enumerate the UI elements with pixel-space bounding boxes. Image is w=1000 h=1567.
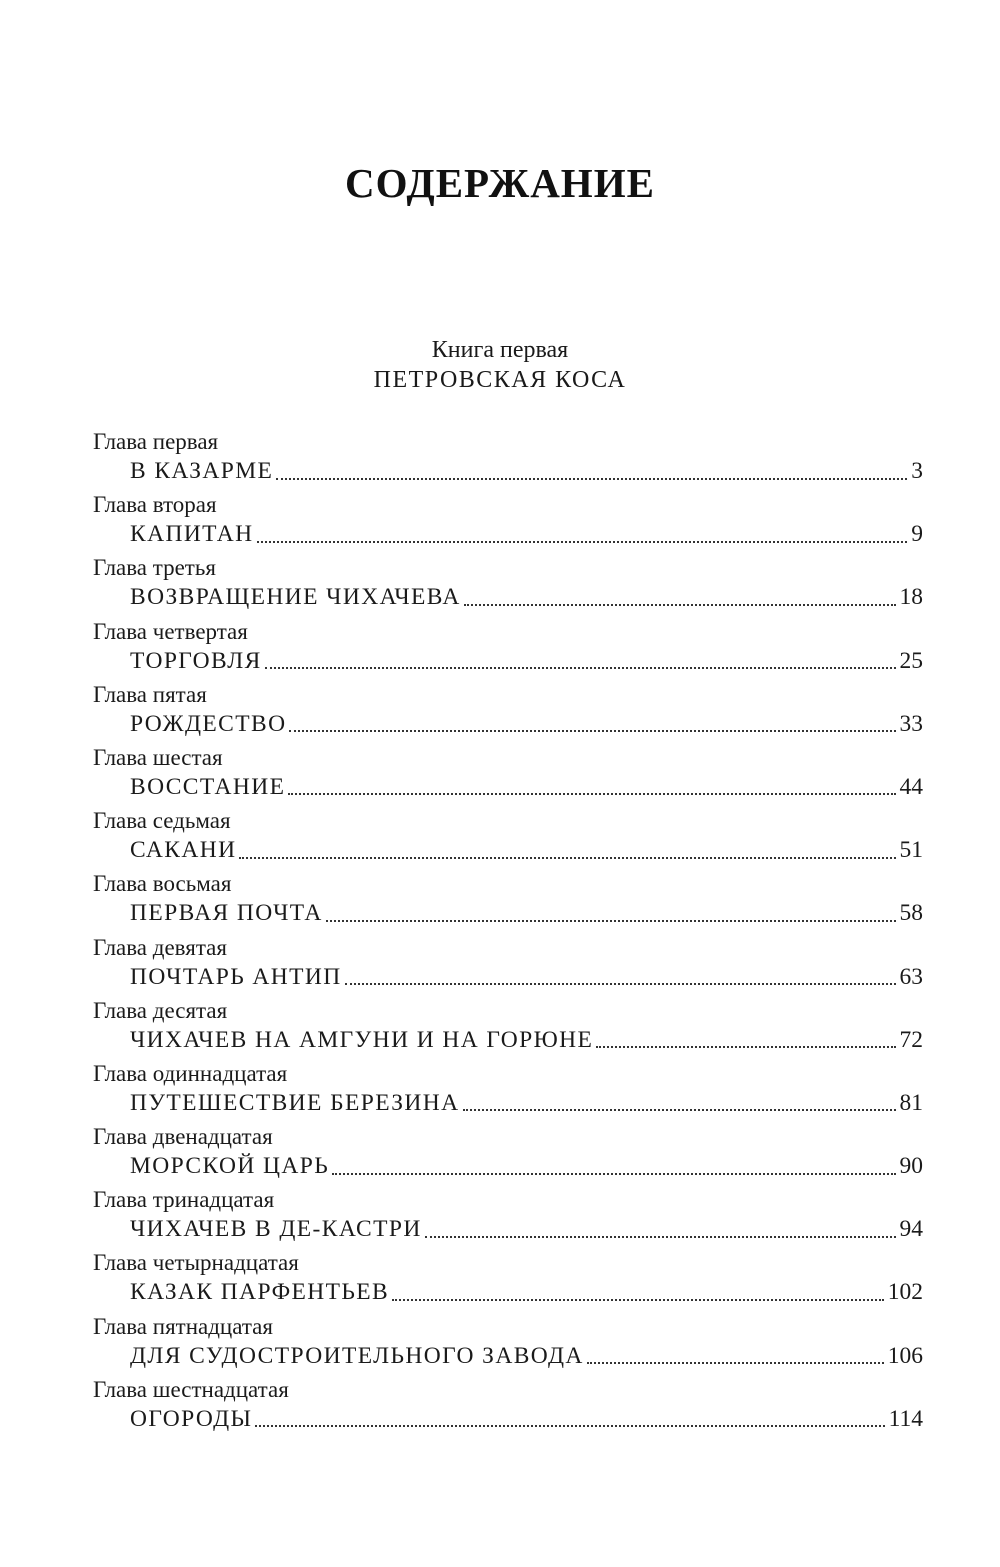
dot-leader <box>289 730 895 732</box>
toc-entry <box>93 872 923 935</box>
toc-entry <box>93 1251 923 1314</box>
chapter-number-label: Глава одиннадцатая <box>93 1060 288 1086</box>
toc-entry <box>93 1378 923 1441</box>
chapter-number-label: Глава седьмая <box>93 808 231 834</box>
chapter-row <box>130 773 923 800</box>
toc-entry <box>93 746 923 809</box>
chapter-row <box>130 963 923 990</box>
dot-leader <box>392 1299 884 1301</box>
chapter-title: ПОЧТАРЬ АНТИП <box>130 963 342 990</box>
dot-leader <box>257 541 908 543</box>
chapter-title: ВОЗВРАЩЕНИЕ ЧИХАЧЕВА <box>130 584 461 611</box>
chapter-title: ПЕРВАЯ ПОЧТА <box>130 900 323 927</box>
chapter-title: ВОССТАНИЕ <box>130 773 286 800</box>
chapter-number-label: Глава десятая <box>93 997 228 1023</box>
chapter-number-label: Глава пятнадцатая <box>93 1313 273 1339</box>
chapter-row <box>130 1342 923 1369</box>
chapter-title: ЧИХАЧЕВ В ДЕ-КАСТРИ <box>130 1216 422 1243</box>
chapter-row <box>130 460 923 484</box>
dot-leader <box>587 1362 884 1364</box>
book-label: Книга первая <box>431 337 569 363</box>
toc-entry <box>93 556 923 619</box>
chapter-number-label: Глава шестнадцатая <box>93 1376 289 1402</box>
chapter-number-label: Глава восьмая <box>93 871 232 897</box>
toc-entry <box>93 1315 923 1378</box>
toc-entry <box>93 1062 923 1125</box>
chapter-title: ОГОРОДЫ <box>130 1405 253 1432</box>
page-number: 33 <box>899 710 923 737</box>
chapter-row <box>130 1281 923 1305</box>
page-number: 114 <box>888 1405 923 1432</box>
toc-entry <box>93 1188 923 1251</box>
chapter-number-label: Глава тринадцатая <box>93 1187 275 1213</box>
chapter-title: РОЖДЕСТВО <box>130 710 287 737</box>
table-of-contents <box>93 430 923 1441</box>
chapter-title: В КАЗАРМЕ <box>130 458 274 484</box>
chapter-row <box>130 1155 923 1179</box>
page-number: 94 <box>899 1216 923 1243</box>
chapter-row <box>130 710 923 737</box>
toc-entry <box>93 936 923 999</box>
page-number: 72 <box>899 1026 923 1053</box>
chapter-number-label: Глава шестая <box>93 744 223 770</box>
dot-leader <box>239 857 895 859</box>
chapter-title: КАЗАК ПАРФЕНТЬЕВ <box>130 1279 390 1306</box>
chapter-number-label: Глава девятая <box>93 934 227 960</box>
page-number: 63 <box>899 963 923 990</box>
chapter-title: МОРСКОЙ ЦАРЬ <box>130 1153 330 1180</box>
chapter-row <box>130 647 923 674</box>
dot-leader <box>596 1046 895 1048</box>
chapter-number-label: Глава четвертая <box>93 618 248 644</box>
chapter-number-label: Глава пятая <box>93 681 207 707</box>
dot-leader <box>326 920 896 922</box>
chapter-title: ПУТЕШЕСТВИЕ БЕРЕЗИНА <box>130 1089 460 1116</box>
chapter-number-label: Глава первая <box>93 429 219 454</box>
dot-leader <box>425 1236 896 1238</box>
chapter-row <box>130 523 923 547</box>
page-number: 102 <box>887 1279 923 1306</box>
page-number: 9 <box>911 521 923 548</box>
chapter-title: ЧИХАЧЕВ НА АМГУНИ И НА ГОРЮНЕ <box>130 1026 594 1053</box>
chapter-number-label: Глава четырнадцатая <box>93 1250 299 1276</box>
dot-leader <box>345 983 896 985</box>
toc-entry <box>93 1125 923 1188</box>
page-number: 58 <box>899 900 923 927</box>
chapter-title: КАПИТАН <box>130 521 254 548</box>
page-number: 81 <box>899 1089 923 1116</box>
toc-entry <box>93 620 923 683</box>
page-number: 90 <box>899 1153 923 1180</box>
chapter-row <box>130 1089 923 1116</box>
chapter-number-label: Глава вторая <box>93 492 217 518</box>
toc-entry <box>93 809 923 872</box>
toc-entry <box>93 999 923 1062</box>
page-number: 106 <box>887 1342 923 1369</box>
chapter-number-label: Глава третья <box>93 555 216 581</box>
dot-leader <box>265 667 896 669</box>
page-number: 3 <box>911 458 923 484</box>
chapter-title: ДЛЯ СУДОСТРОИТЕЛЬНОГО ЗАВОДА <box>130 1342 584 1369</box>
chapter-row <box>130 1218 923 1242</box>
chapter-number-label: Глава двенадцатая <box>93 1124 273 1150</box>
dot-leader <box>464 604 896 606</box>
chapter-row <box>130 902 923 926</box>
chapter-row <box>130 1026 923 1053</box>
toc-entry <box>93 430 923 493</box>
dot-leader <box>276 478 907 480</box>
chapter-title: ТОРГОВЛЯ <box>130 647 262 674</box>
dot-leader <box>332 1173 895 1175</box>
page-number: 44 <box>899 773 923 800</box>
book-title: ПЕТРОВСКАЯ КОСА <box>373 367 627 393</box>
dot-leader <box>288 793 895 795</box>
chapter-row <box>130 839 923 863</box>
page-number: 25 <box>899 647 923 674</box>
dot-leader <box>463 1109 896 1111</box>
page-title: СОДЕРЖАНИЕ <box>345 160 655 206</box>
chapter-title: САКАНИ <box>130 837 237 864</box>
toc-entry <box>93 683 923 746</box>
page-number: 18 <box>899 584 923 611</box>
page-number: 51 <box>899 837 923 864</box>
chapter-row <box>130 586 923 610</box>
chapter-row <box>130 1405 923 1432</box>
dot-leader <box>255 1425 884 1427</box>
toc-entry <box>93 493 923 556</box>
